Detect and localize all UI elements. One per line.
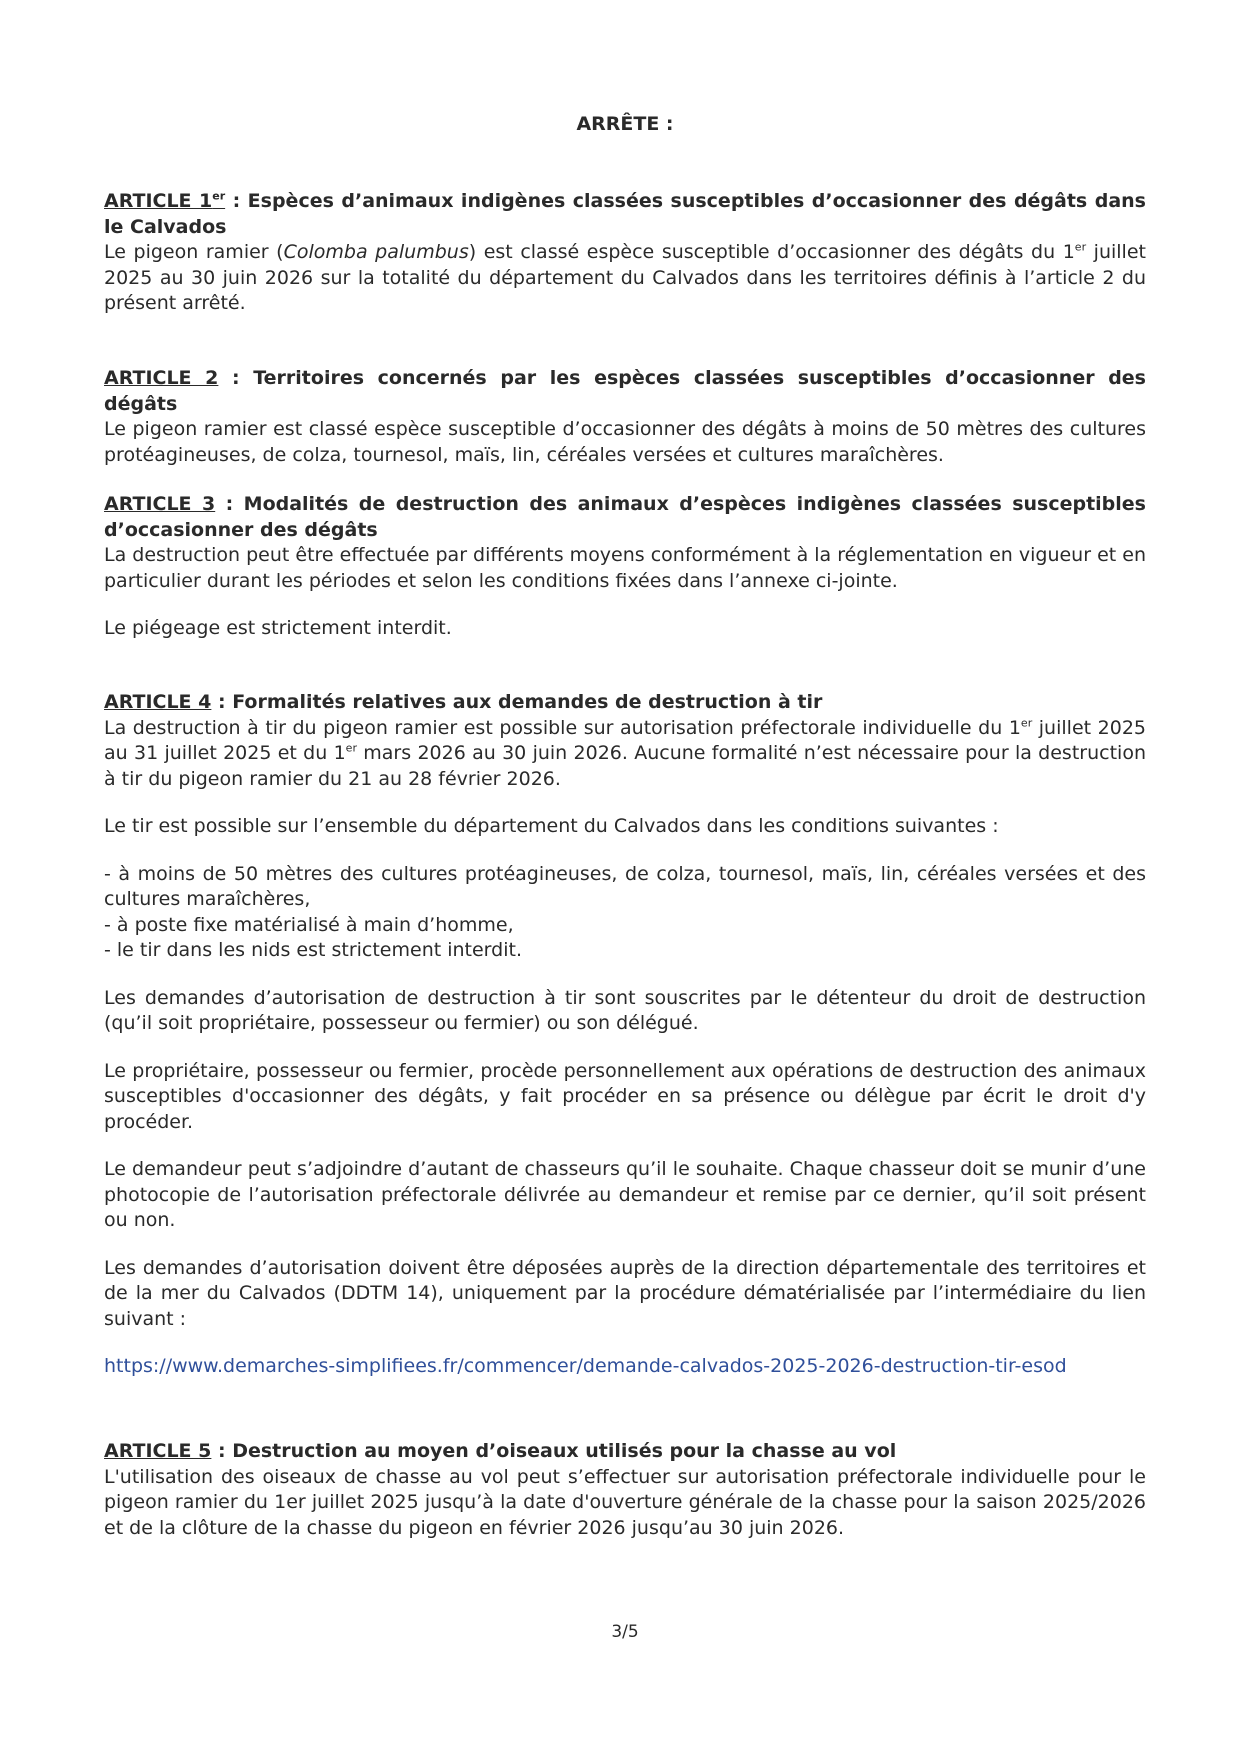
article-4-paragraph-6: Les demandes d’autorisation doivent être déposées auprès de la direction départementale des territoires et de la mer du Calvados (DDTM 14), uniquement par la procédure dématérialisée par l’intermédiaire du lien suivant : (104, 1256, 1146, 1330)
page-heading: ARRÊTE : (576, 113, 674, 135)
article-3-label: ARTICLE 3 (104, 493, 216, 515)
article-3-trapping-note: Le piégeage est strictement interdit. (104, 617, 452, 639)
article-1-title: ARTICLE 1er : Espèces d’animaux indigènes classées susceptibles d’occasionner des dégâts dans le Calvados (104, 189, 1146, 238)
article-4-paragraph-2: Le tir est possible sur l’ensemble du département du Calvados dans les conditions suivantes : (104, 815, 999, 837)
conditions-list (104, 862, 1146, 964)
article-4-paragraph-3: Les demandes d’autorisation de destruction à tir sont souscrites par le détenteur du droit de destruction (qu’il soit propriétaire, possesseur ou fermier) ou son délégué. (104, 986, 1146, 1034)
list-item: - à moins de 50 mètres des cultures protéagineuses, de colza, tournesol, maïs, lin, céréales versées et des cultures maraîchères, (104, 862, 1146, 910)
article-5-label: ARTICLE 5 (104, 1440, 212, 1462)
article-2-label: ARTICLE 2 (104, 367, 219, 389)
article-1-label: ARTICLE 1er (104, 189, 226, 212)
article-2 (104, 366, 1146, 468)
article-4-label: ARTICLE 4 (104, 691, 212, 713)
article-3 (104, 492, 1146, 642)
article-2-title: ARTICLE 2 : Territoires concernés par les espèces classées susceptibles d’occasionner des dégâts (104, 367, 1146, 415)
page-number: 3/5 (611, 1622, 639, 1642)
article-5 (104, 1439, 1146, 1541)
article-4 (104, 690, 1146, 1380)
article-2-paragraph: Le pigeon ramier est classé espèce susceptible d’occasionner des dégâts à moins de 50 mètres des cultures protéagineuses, de colza, tournesol, maïs, lin, céréales versées et cultures maraîchères. (104, 418, 1146, 466)
article-1 (104, 189, 1146, 317)
list-item: - à poste fixe matérialisé à main d’homme, (104, 913, 514, 936)
list-item: - le tir dans les nids est strictement interdit. (104, 939, 522, 961)
article-1-paragraph: Le pigeon ramier (Colomba palumbus) est classé espèce susceptible d’occasionner des dégâts du 1er juillet 2025 au 30 juin 2026 sur la totalité du département du Calvados dans les territoires définis à l’article 2 du présent arrêté. (104, 240, 1146, 314)
article-5-paragraph: L'utilisation des oiseaux de chasse au vol peut s’effectuer sur autorisation préfectorale individuelle pour le pigeon ramier du 1er juillet 2025 jusqu’à la date d'ouverture générale de la chasse pour la saison 2025/2026 et de la clôture de la chasse du pigeon en février 2026 jusqu’au 30 juin 2026. (104, 1465, 1146, 1539)
article-4-paragraph-5: Le demandeur peut s’adjoindre d’autant de chasseurs qu’il le souhaite. Chaque chasseur doit se munir d’une photocopie de l’autorisation préfectorale délivrée au demandeur et remise par ce dernier, qu’il soit présent ou non. (104, 1158, 1146, 1231)
article-3-paragraph: La destruction peut être effectuée par différents moyens conformément à la réglementation en vigueur et en particulier durant les périodes et selon les conditions fixées dans l’annexe ci-jointe. (104, 544, 1146, 592)
article-4-title: ARTICLE 4 : Formalités relatives aux demandes de destruction à tir (104, 691, 823, 713)
species-name: Colomba palumbus (283, 241, 469, 263)
article-5-title: ARTICLE 5 : Destruction au moyen d’oiseaux utilisés pour la chasse au vol (104, 1440, 897, 1462)
article-4-paragraph-4: Le propriétaire, possesseur ou fermier, procède personnellement aux opérations de destruction des animaux susceptibles d'occasionner des dégâts, y fait procéder en sa présence ou délègue par écrit le droit d'y procéder. (104, 1059, 1146, 1133)
procedure-link[interactable]: https://www.demarches-simplifiees.fr/commencer/demande-calvados-2025-2026-destruction-tir-esod (104, 1355, 1067, 1377)
article-3-title: ARTICLE 3 : Modalités de destruction des animaux d’espèces indigènes classées susceptibles d’occasionner des dégâts (104, 493, 1146, 541)
article-4-paragraph-1: La destruction à tir du pigeon ramier est possible sur autorisation préfectorale individuelle du 1er juillet 2025 au 31 juillet 2025 et du 1er mars 2026 au 30 juin 2026. Aucune formalité n’est nécessaire pour la destruction à tir du pigeon ramier du 21 au 28 février 2026. (104, 716, 1146, 790)
